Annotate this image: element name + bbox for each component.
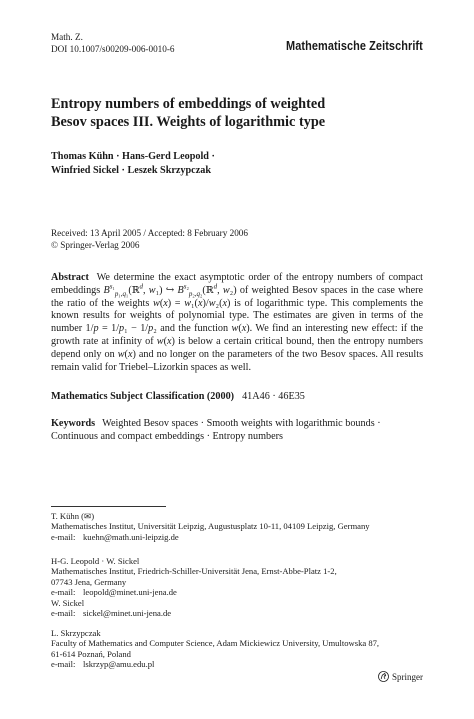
springer-horse-icon	[378, 671, 389, 682]
keywords-line-2: Continuous and compact embeddings · Entropy numbers	[51, 431, 284, 442]
abstract-text-2: of weighted Besov spaces in the case where the ratio of the weights	[51, 284, 424, 309]
keywords-line-1: Weighted Besov spaces · Smooth weights with logarithmic bounds ·	[102, 418, 381, 429]
title-line-1: Entropy numbers of embeddings of weighted	[51, 96, 326, 112]
abstract-text-6: is below a certain critical bound, then the entropy numbers depend only on	[51, 335, 424, 360]
affiliation-skrzypczak	[51, 628, 431, 670]
email-label: e-mail:	[51, 608, 76, 619]
publisher-name: Springer	[392, 671, 423, 682]
abstract	[51, 272, 423, 374]
email-link[interactable]: leopold@minet.uni-jena.de	[83, 587, 177, 598]
affiliation-name: W. Sickel	[51, 598, 85, 608]
affiliation-institute: Faculty of Mathematics and Computer Science, Adam Mickiewicz University, Umultowska 87,	[51, 638, 380, 649]
abstract-text-3: is of logarithmic type. This complements the known results for weights of polynomial type. The estimates are given in terms of the number	[51, 297, 424, 335]
email-link[interactable]: sickel@minet.uni-jena.de	[83, 608, 172, 619]
header-citation	[51, 31, 175, 55]
w-function-formula: w(x)	[231, 323, 250, 335]
affiliation-kuehn	[51, 511, 431, 542]
affiliation-address: 61-614 Poznań, Poland	[51, 648, 131, 659]
keywords-label: Keywords	[51, 418, 96, 429]
abstract-label: Abstract	[51, 272, 89, 283]
email-label: e-mail:	[51, 659, 76, 670]
journal-name: Mathematische Zeitschrift	[286, 38, 423, 53]
email-label: e-mail:	[51, 531, 76, 542]
abstract-text-1: We determine the exact asymptotic order of the entropy numbers of compact embeddings	[51, 272, 423, 296]
title-line-2: Besov spaces III. Weights of logarithmic type	[51, 113, 326, 130]
abstract-text-5: . We find an interesting new effect: if the growth rate at infinity of	[51, 323, 424, 347]
abstract-text-7: and no longer on the parameters of the two Besov spaces. All results remain valid for Triebel–Lizorkin spaces as well.	[51, 348, 424, 373]
email-label: e-mail:	[51, 587, 76, 598]
affiliation-leopold-sickel	[51, 556, 431, 598]
affiliation-institute: Mathematisches Institut, Friedrich-Schiller-Universität Jena, Ernst-Abbe-Platz 1-2,	[51, 566, 337, 577]
msc-classification	[51, 390, 423, 403]
authors-line-2: Winfried Sickel · Leszek Skrzypczak	[51, 164, 211, 176]
authors-line-1: Thomas Kühn · Hans-Gerd Leopold ·	[51, 151, 215, 162]
paper-title	[51, 96, 431, 131]
w-formula-2: w(x)	[156, 335, 175, 347]
keywords	[51, 417, 431, 443]
affiliation-name: H-G. Leopold · W. Sickel	[51, 556, 140, 566]
affiliation-institute: Mathematisches Institut, Universität Leipzig, Augustusplatz 10-11, 04109 Leipzig, Germany	[51, 521, 370, 532]
affiliation-sickel	[51, 598, 431, 619]
footnote-divider	[51, 506, 166, 507]
p-formula: 1/p = 1/p₁ − 1/p₂	[85, 323, 157, 335]
embedding-formula: $B^{s_1}_{p_1,q_1}(ℝ^d$, w₁) ↪ $B^{s_2}_{p_2,q_2}(ℝ^d$, w₂)	[103, 283, 237, 298]
msc-codes: 41A46 · 46E35	[242, 391, 305, 402]
abstract-text-4: and the function	[160, 323, 229, 335]
msc-label: Mathematics Subject Classification (2000)	[51, 391, 235, 402]
affiliation-name: L. Skrzypczak	[51, 628, 101, 638]
publisher-logo	[378, 671, 423, 682]
email-link[interactable]: lskrzyp@amu.edu.pl	[83, 659, 155, 670]
received-accepted: Received: 13 April 2005 / Accepted: 8 February 2006	[51, 228, 248, 238]
w-formula-3: w(x)	[117, 348, 136, 360]
history-dates	[51, 228, 431, 251]
journal-abbreviation: Math. Z.	[51, 32, 83, 42]
weight-ratio-formula: w(x) = w₁(x)/w₂(x)	[153, 297, 231, 309]
copyright: © Springer-Verlag 2006	[51, 239, 140, 250]
affiliation-name: T. Kühn (✉)	[51, 511, 95, 521]
affiliation-address: 07743 Jena, Germany	[51, 576, 127, 587]
author-list	[51, 150, 431, 177]
email-link[interactable]: kuehn@math.uni-leipzig.de	[83, 531, 179, 542]
doi[interactable]: DOI 10.1007/s00209-006-0010-6	[51, 44, 175, 54]
